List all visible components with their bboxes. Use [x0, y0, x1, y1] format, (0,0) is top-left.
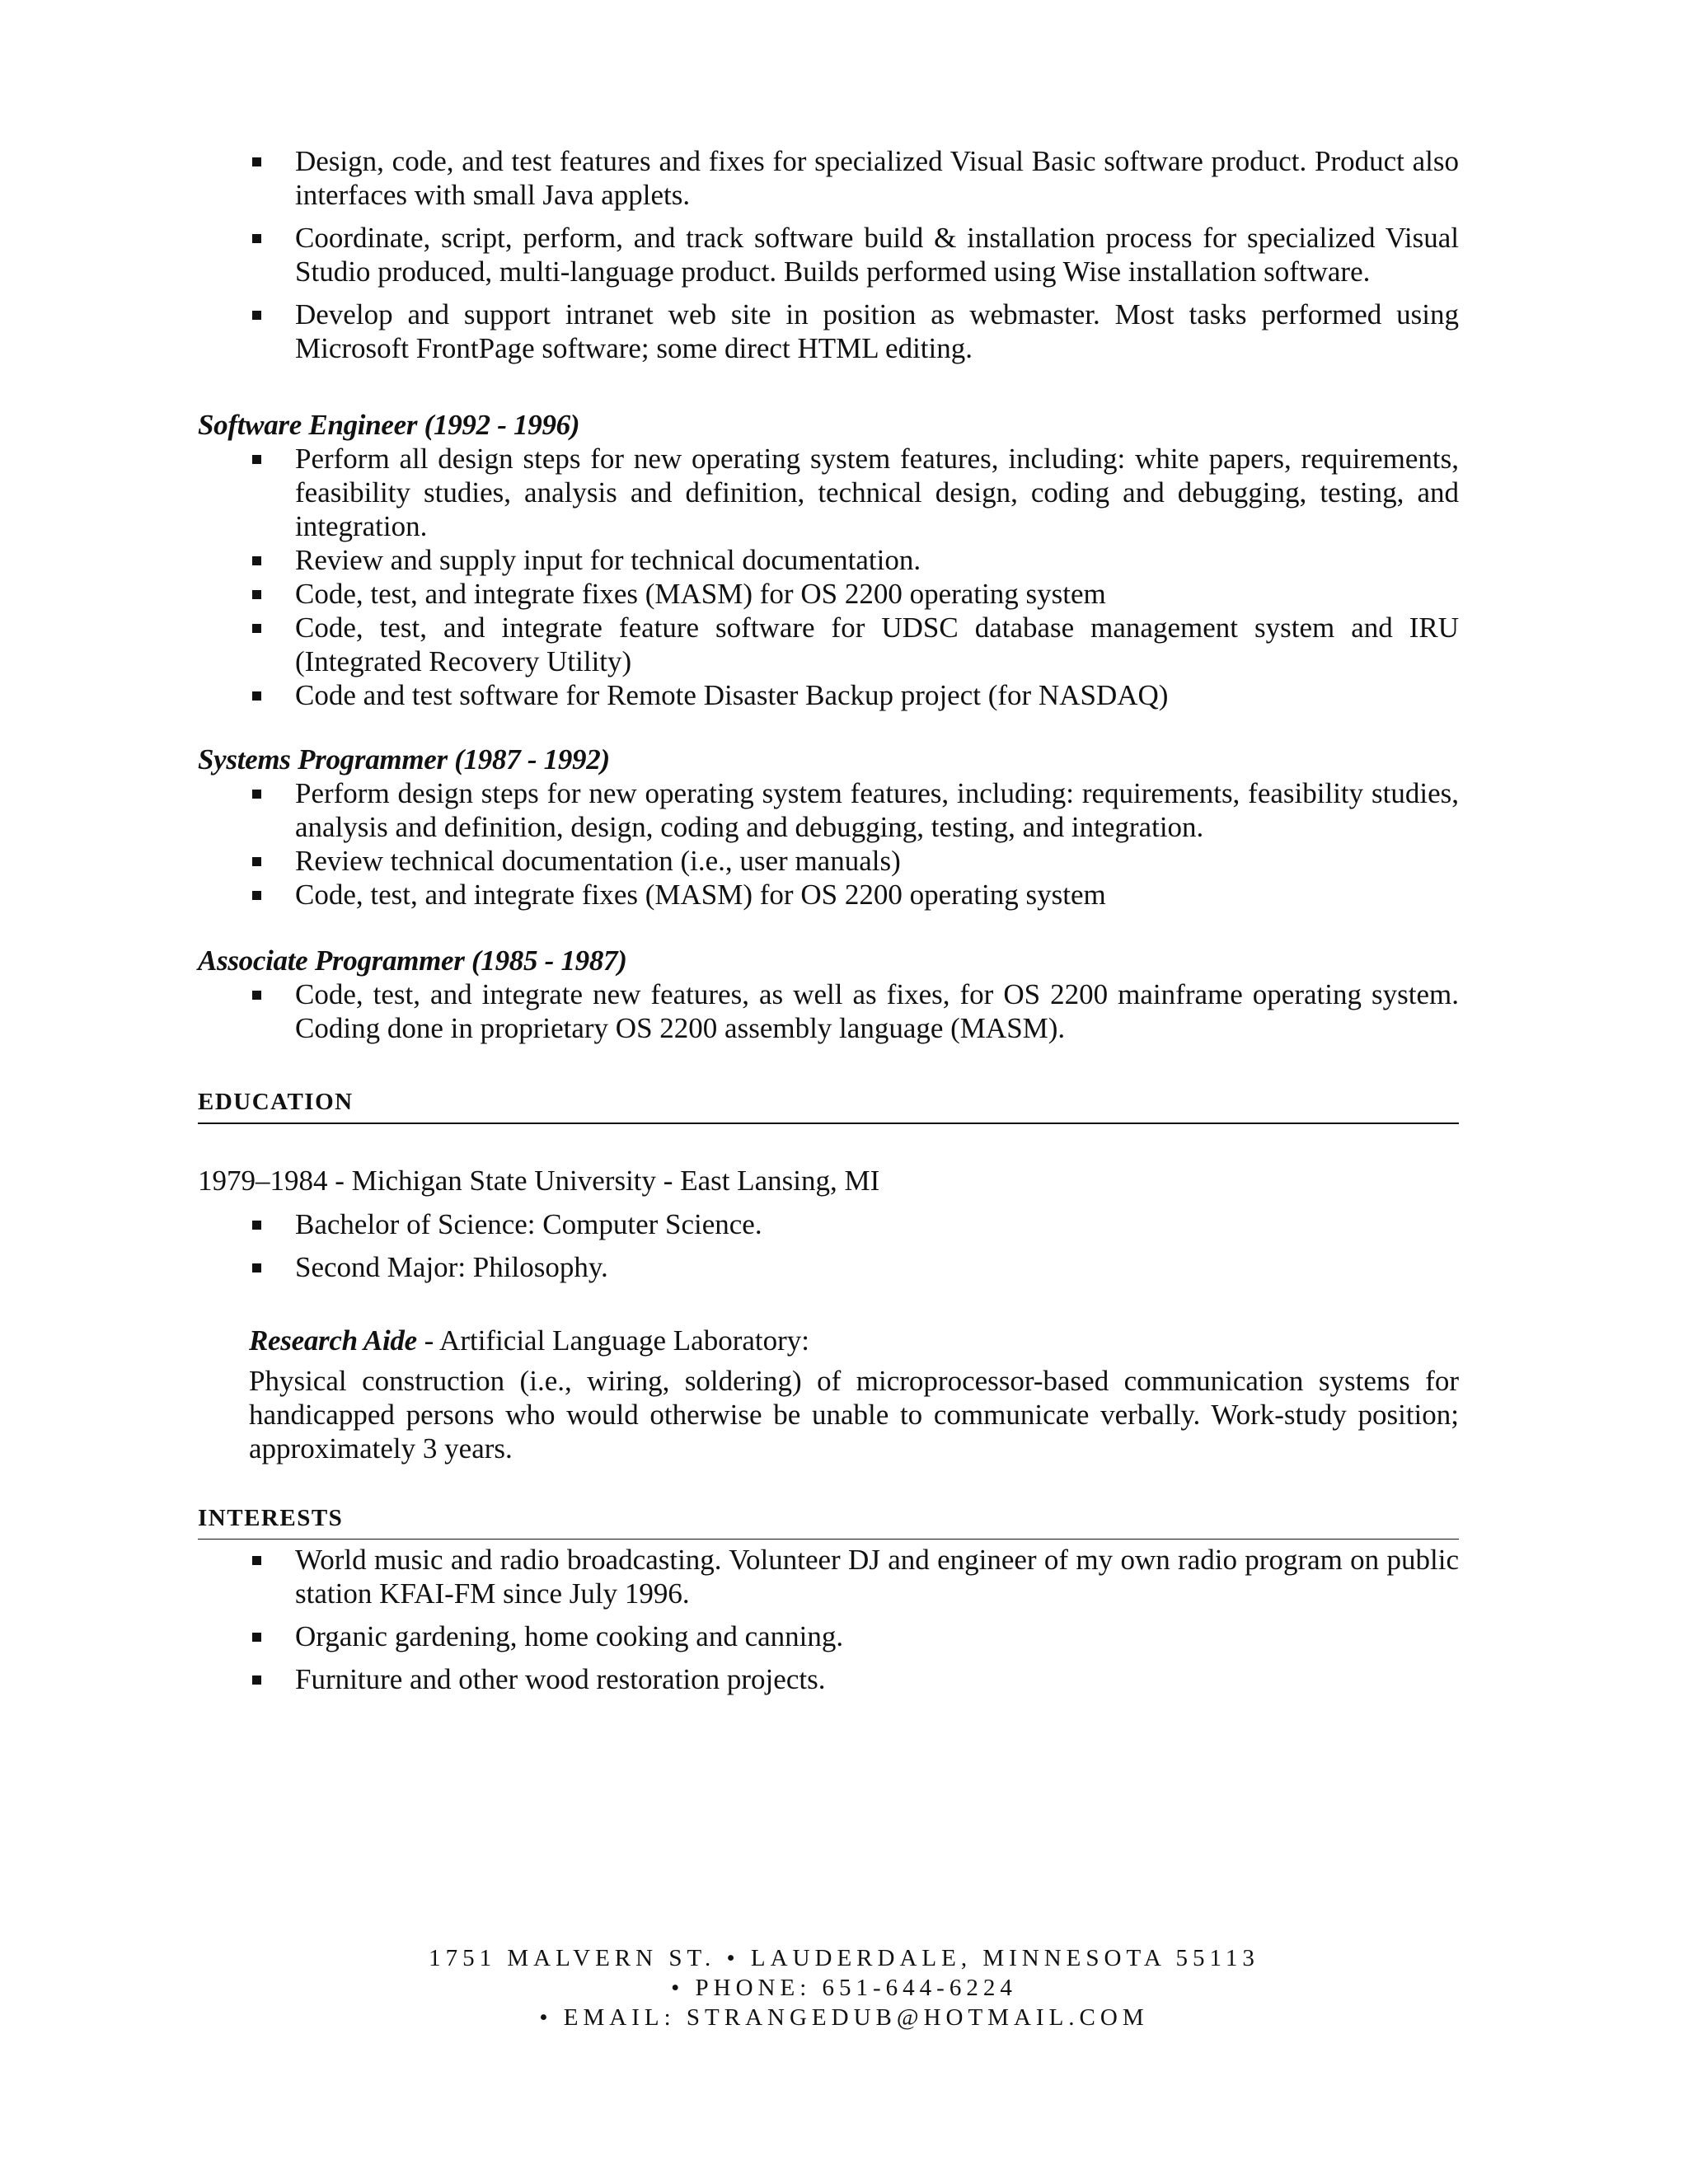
list-item: Perform design steps for new operating system features, including: requirements, feasibility studies, analysis and definition, design, coding and debugging, testing, and integration. — [198, 776, 1459, 844]
associate-programmer-bullet-list — [198, 977, 1459, 1045]
list-item: Second Major: Philosophy. — [198, 1250, 1459, 1284]
job-title-systems-programmer: Systems Programmer (1987 - 1992) — [198, 743, 610, 776]
list-item: Perform all design steps for new operating system features, including: white papers, requirements, feasibility studies, analysis and definition, technical design, coding and debugging, testing, and integration. — [198, 442, 1459, 543]
list-item: Organic gardening, home cooking and canning. — [198, 1619, 1459, 1653]
research-aide-title: Research Aide — [249, 1324, 417, 1357]
education-bullet-list — [198, 1207, 1459, 1284]
interests-bullet-list — [198, 1543, 1459, 1696]
job-title-associate-programmer: Associate Programmer (1985 - 1987) — [198, 944, 627, 977]
list-item: Review and supply input for technical documentation. — [198, 543, 1459, 577]
list-item: Design, code, and test features and fixes for specialized Visual Basic software product. Product also interfaces with small Java applets. — [198, 144, 1459, 212]
research-aide-line — [249, 1324, 1459, 1357]
list-item: Code, test, and integrate fixes (MASM) for OS 2200 operating system — [198, 878, 1459, 912]
list-item: Code and test software for Remote Disaster Backup project (for NASDAQ) — [198, 678, 1459, 712]
research-aide-org: - Artificial Language Laboratory: — [416, 1324, 810, 1357]
list-item: World music and radio broadcasting. Volunteer DJ and engineer of my own radio program on public station KFAI-FM since July 1996. — [198, 1543, 1459, 1610]
list-item: Furniture and other wood restoration projects. — [198, 1662, 1459, 1696]
list-item: Review technical documentation (i.e., user manuals) — [198, 844, 1459, 878]
job-title-software-engineer: Software Engineer (1992 - 1996) — [198, 409, 580, 441]
resume-content — [198, 144, 1459, 1705]
list-item: Develop and support intranet web site in position as webmaster. Most tasks performed using Microsoft FrontPage software; some direct HTML editing. — [198, 298, 1459, 365]
research-aide-description: Physical construction (i.e., wiring, soldering) of microprocessor-based communication systems for handicapped persons who would otherwise be unable to communicate verbally. Work-study position; approximately 3 years. — [249, 1365, 1459, 1465]
contact-footer — [0, 1943, 1688, 2032]
footer-address: 1751 MALVERN ST. • LAUDERDALE, MINNESOTA 55113 — [429, 1945, 1259, 1971]
list-item: Code, test, and integrate fixes (MASM) for OS 2200 operating system — [198, 577, 1459, 611]
education-heading: EDUCATION — [198, 1085, 1459, 1124]
education-school-line: 1979–1984 - Michigan State University - East Lansing, MI — [198, 1165, 880, 1197]
experience-bullet-list — [198, 144, 1459, 365]
software-engineer-bullet-list — [198, 442, 1459, 712]
systems-programmer-bullet-list — [198, 776, 1459, 912]
list-item: Code, test, and integrate feature software for UDSC database management system and IRU (Integrated Recovery Utility) — [198, 611, 1459, 678]
list-item: Coordinate, script, perform, and track software build & installation process for specialized Visual Studio produced, multi-language product. Builds performed using Wise installation software. — [198, 221, 1459, 288]
footer-email: • EMAIL: STRANGEDUB@HOTMAIL.COM — [539, 2004, 1149, 2031]
list-item: Bachelor of Science: Computer Science. — [198, 1207, 1459, 1241]
research-aide-block — [198, 1324, 1459, 1465]
list-item: Code, test, and integrate new features, as well as fixes, for OS 2200 mainframe operating system. Coding done in proprietary OS 2200 assembly language (MASM). — [198, 977, 1459, 1045]
footer-phone: • PHONE: 651-644-6224 — [671, 1975, 1017, 2001]
interests-heading: INTERESTS — [198, 1502, 1459, 1540]
